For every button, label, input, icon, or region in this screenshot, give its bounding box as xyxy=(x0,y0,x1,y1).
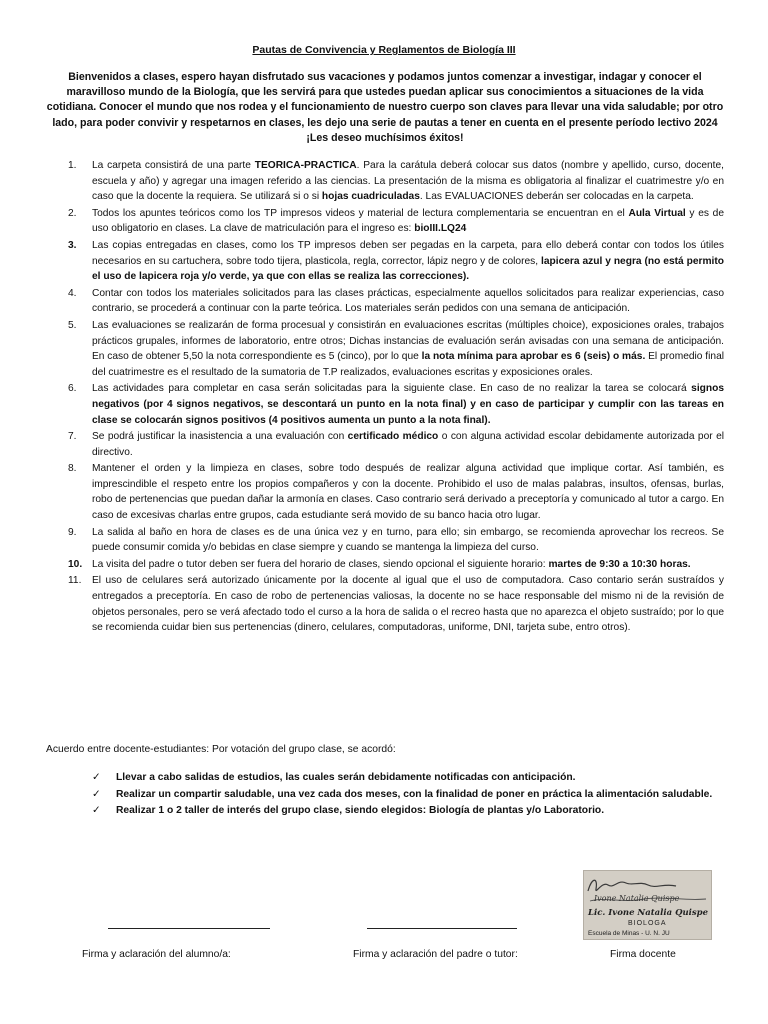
agreement-item xyxy=(92,770,732,786)
stamp-school: Escuela de Minas - U. N. JU xyxy=(588,930,670,937)
rule-item xyxy=(44,573,724,635)
rule-item xyxy=(44,461,724,523)
rule-text-bold: la nota mínima para aprobar es 6 (seis) o más. xyxy=(421,351,646,363)
rule-text: La salida al baño en hora de clases es de una única vez y en turno, para ello; sin embargo, se recomienda aprovechar los recreos. Se puede consumir comida y/o bebidas en clase siempre y cuando se mantenga la limpieza del curso. xyxy=(92,526,724,554)
rule-text: . Las EVALUACIONES deberán ser colocadas en la carpeta. xyxy=(419,191,694,203)
rule-number: 4. xyxy=(68,287,77,299)
intro-paragraph: Bienvenidos a clases, espero hayan disfrutado sus vacaciones y podamos juntos comenzar a investigar, indagar y conocer el maravilloso mundo de la Biología, que les servirá para que ustedes puedan aplicar sus conocimientos a situaciones de la vida cotidiana. Conocer el mundo que nos rodea y el funcionamiento de nuestro cuerpo son claves para llevar una vida saludable; por otro lado, para poder convivir y respetarnos en clases, les dejo una serie de pautas a tener en cuenta en el presente período lectivo 2024 ¡Les deseo muchísimos éxitos! xyxy=(46,71,724,144)
rule-item xyxy=(44,557,724,573)
rule-text: y es de uso obligatorio en clases. La clave de matriculación para el ingreso es: xyxy=(92,207,724,235)
rule-item xyxy=(44,381,724,428)
rule-item xyxy=(44,286,724,317)
rule-number: 9. xyxy=(68,526,77,538)
rule-text: El uso de celulares será autorizado únicamente por la docente al igual que el uso de computadora. Caso contario serán sustraídos y entregados a preceptoría. En caso de robo de pertenencias valiosas, la docente no se hace responsable del mismo ni de la revisión de objetos personales, pero se verá afectado todo el curso a la hora de salida o el recreo hasta que no aparezca el objeto sustraído; por lo que se recomienda cuidar bien sus pertenencias (dinero, celulares, computadoras, uniforme, DNI, tarjeta sube, entro otros). xyxy=(92,575,724,634)
rule-number: 2. xyxy=(68,207,77,219)
rule-text: El promedio final del cuatrimestre es el resultado de la sumatoria de T.P realizados, evaluaciones escritas y exposiciones orales. xyxy=(92,351,724,378)
rule-text: Las evaluaciones se realizarán de forma procesual y consistirán en evaluaciones escritas (múltiples choice), exposiciones orales, trabajos prácticos grupales, informes de laboratorio, entre otros; Dichas instancias de evaluación serán avisadas con una semana de anticipación. En caso de obtener 5,50 la nota correspondiente es 5 (cinco), por lo que xyxy=(92,319,724,363)
check-icon: ✓ xyxy=(92,788,101,800)
teacher-stamp xyxy=(583,870,712,940)
rule-item xyxy=(44,238,724,285)
rule-item xyxy=(44,525,724,556)
rule-number: 6. xyxy=(68,383,77,395)
agreement-lead: Acuerdo entre docente-estudiantes: Por votación del grupo clase, se acordó: xyxy=(46,744,396,755)
rule-text: La carpeta consistirá de una parte xyxy=(92,160,255,171)
rule-item xyxy=(44,206,724,237)
rule-text-bold: certificado médico xyxy=(347,431,439,443)
parent-signature-line xyxy=(367,928,517,929)
rule-number: 1. xyxy=(68,160,77,171)
rule-text: La visita del padre o tutor deben ser fuera del horario de clases, siendo opcional el siguiente horario: xyxy=(92,558,549,570)
student-signature-label: Firma y aclaración del alumno/a: xyxy=(82,949,231,960)
rule-text: Las copias entregadas en clases, como los TP impresos deben ser pegadas en la carpeta, para ello deberá contar con todos los útiles necesarios en su cartuchera, sobre todo tijera, plasticola, regla, corrector, lápiz negro y de colores, xyxy=(92,239,724,267)
rule-text-bold: bioIII.LQ24 xyxy=(414,223,467,235)
rule-number: 10. xyxy=(68,558,83,570)
rules-list xyxy=(44,158,724,637)
rule-text-bold: signos negativos (por 4 signos negativos, se descontará un punto en la nota final) y en caso de participar y cumplir con las tareas en clase se colocarán signos positivos (4 positivos aumenta un punto a la nota final). xyxy=(92,383,724,426)
rule-number: 5. xyxy=(68,319,77,331)
rule-number: 8. xyxy=(68,463,77,475)
parent-signature-label: Firma y aclaración del padre o tutor: xyxy=(353,949,518,960)
rule-text-bold: lapicera azul y negra (no está permito el uso de lapicera roja y/o verde, ya que con ellas se realiza las correcciones). xyxy=(92,255,724,283)
rule-number: 11. xyxy=(68,575,82,587)
stamp-signature-text: Ivone Natalia Quispe xyxy=(594,894,680,903)
rule-text: . Para la carátula deberá colocar sus datos (nombre y apellido, curso, docente, escuela y año) y agregar una imagen referido a las ciencias. La presentación de la misma es obligatoria al finalizar el cuatrimestre y/o en caso que la docente la requiera. Se utilizará si o si xyxy=(92,160,724,203)
rule-text: Las actividades para completar en casa serán solicitadas para la siguiente clase. En caso de no realizar la tarea se colocará xyxy=(92,383,692,395)
rule-text: Todos los apuntes teóricos como los TP impresos videos y material de lectura complementaria se encuentran en el xyxy=(92,207,629,219)
rule-text-bold: Aula Virtual xyxy=(628,207,686,219)
agreement-text: Realizar 1 o 2 taller de interés del grupo clase, siendo elegidos: Biología de plantas y/o Laboratorio. xyxy=(116,805,605,817)
rule-number: 7. xyxy=(68,431,77,443)
agreement-item xyxy=(92,803,732,819)
rule-item xyxy=(44,158,724,205)
rule-text: o con alguna actividad escolar debidamente autorizada por el directivo. xyxy=(92,431,724,458)
document-title: Pautas de Convivencia y Reglamentos de Biología III xyxy=(252,44,516,56)
rule-text: Contar con todos los materiales solicitados para las clases prácticas, especialmente aquellos solicitados para realizar experiencias, caso contrario, se procederá a continuar con la parte teórica. Los materiales serán pedidos con una semana de anticipación. xyxy=(92,287,724,315)
rule-text: Se podrá justificar la inasistencia a una evaluación con xyxy=(92,431,348,443)
rule-item xyxy=(44,318,724,380)
rule-text-bold: hojas cuadriculadas xyxy=(321,191,420,203)
student-signature-line xyxy=(108,928,270,929)
stamp-name: Lic. Ivone Natalia Quispe xyxy=(588,908,709,918)
teacher-signature-label: Firma docente xyxy=(610,949,676,960)
agreement-item xyxy=(92,787,732,803)
agreement-text: Llevar a cabo salidas de estudios, las cuales serán debidamente notificadas con anticipación. xyxy=(116,772,576,783)
check-icon: ✓ xyxy=(92,772,101,783)
rule-item xyxy=(44,429,724,460)
agreements-list xyxy=(92,770,732,820)
rule-text-bold: martes de 9:30 a 10:30 horas. xyxy=(548,558,691,570)
check-icon: ✓ xyxy=(92,805,101,817)
rule-text: Mantener el orden y la limpieza en clases, sobre todo después de realizar alguna actividad que implique cortar. Así también, es imprescindible el respeto entre los propios compañeros y con la docente. Prohibido el uso de malas palabras, insultos, ofensas, burlas, robo de pertenencias que puedan dañar la armonía en clases. Caso contrario será derivado a preceptoría y comunicado al tutor a cargo. En caso de excesivas charlas entre grupos, cada estudiante será movido de su banco hacia otro lugar. xyxy=(92,463,725,522)
rule-text-bold: TEORICA-PRACTICA xyxy=(254,160,357,171)
rule-number: 3. xyxy=(68,239,77,251)
agreement-text: Realizar un compartir saludable, una vez cada dos meses, con la finalidad de poner en práctica la alimentación saludable. xyxy=(116,788,713,800)
teacher-stamp-image xyxy=(584,871,711,939)
stamp-role: BIOLOGA xyxy=(628,920,667,927)
